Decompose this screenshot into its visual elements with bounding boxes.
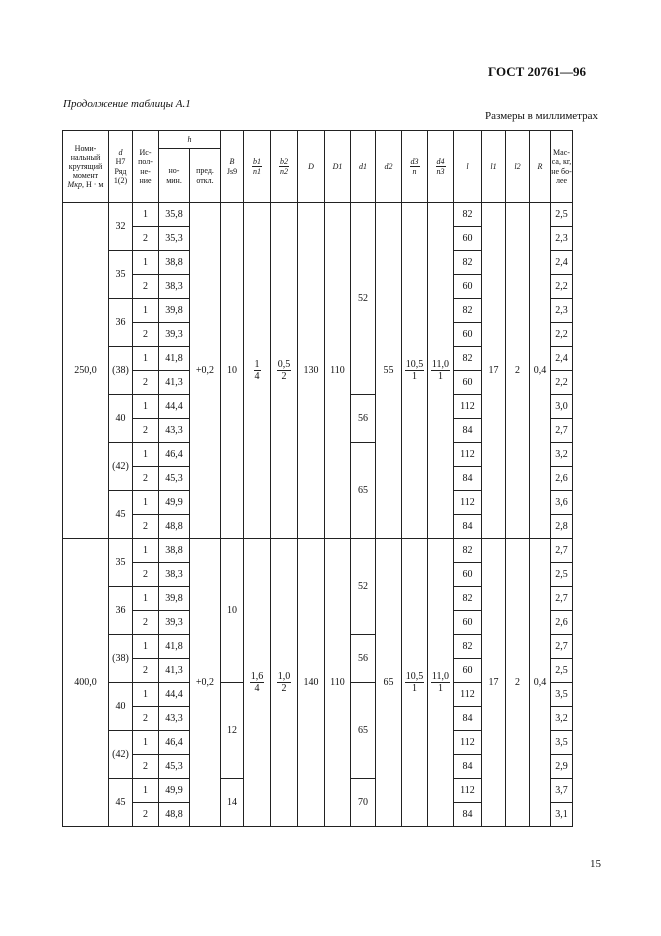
mass-cell: 2,4 (551, 251, 573, 275)
mass-cell: 3,6 (551, 491, 573, 515)
l-cell: 84 (454, 515, 482, 539)
l-cell: 60 (454, 563, 482, 587)
D1-cell: 110 (325, 539, 351, 827)
h-nominal-cell: 43,3 (159, 419, 190, 443)
document-number: ГОСТ 20761—96 (488, 64, 587, 79)
header-D1: D1 (325, 131, 351, 203)
h-nominal-cell: 39,8 (159, 587, 190, 611)
b2-n2-cell: $\frac{0,5}{2}$ (271, 203, 298, 539)
variant-cell: 2 (133, 275, 159, 299)
header-h: h (159, 131, 221, 149)
mass-cell: 2,7 (551, 419, 573, 443)
l-cell: 84 (454, 755, 482, 779)
d2-cell: 65 (376, 539, 402, 827)
mass-cell: 2,7 (551, 635, 573, 659)
d3-n-cell: $\frac{10,5}{1}$ (402, 539, 428, 827)
l-cell: 82 (454, 203, 482, 227)
h-nominal-cell: 38,3 (159, 275, 190, 299)
bore-d-cell: 45 (109, 779, 133, 827)
bore-d-cell: 36 (109, 587, 133, 635)
d1-cell: 65 (351, 443, 376, 539)
l1-cell: 17 (482, 539, 506, 827)
mass-cell: 3,5 (551, 731, 573, 755)
l-cell: 60 (454, 659, 482, 683)
h-nominal-cell: 45,3 (159, 755, 190, 779)
header-b1-n1: $\frac{b1}{n1}$ (244, 131, 271, 203)
l-cell: 112 (454, 491, 482, 515)
h-nominal-cell: 39,8 (159, 299, 190, 323)
h-nominal-cell: 41,3 (159, 659, 190, 683)
variant-cell: 1 (133, 539, 159, 563)
h-tolerance-cell: +0,2 (190, 539, 221, 827)
l-cell: 82 (454, 539, 482, 563)
variant-cell: 1 (133, 203, 159, 227)
d1-cell: 52 (351, 539, 376, 635)
header-d: d Н7 Ряд 1(2) (109, 131, 133, 203)
torque-cell: 400,0 (63, 539, 109, 827)
bore-d-cell: (42) (109, 443, 133, 491)
d1-cell: 70 (351, 779, 376, 827)
l-cell: 60 (454, 371, 482, 395)
variant-cell: 2 (133, 323, 159, 347)
l-cell: 82 (454, 587, 482, 611)
variant-cell: 2 (133, 755, 159, 779)
header-D: D (298, 131, 325, 203)
d3-n-cell: $\frac{10,5}{1}$ (402, 203, 428, 539)
mass-cell: 2,7 (551, 587, 573, 611)
header-mass: Мас- са, кг, не бо- лее (551, 131, 573, 203)
h-nominal-cell: 49,9 (159, 491, 190, 515)
bore-d-cell: 32 (109, 203, 133, 251)
variant-cell: 1 (133, 731, 159, 755)
header-d2: d2 (376, 131, 402, 203)
variant-cell: 2 (133, 227, 159, 251)
variant-cell: 1 (133, 299, 159, 323)
variant-cell: 2 (133, 371, 159, 395)
variant-cell: 2 (133, 515, 159, 539)
header-R: R (530, 131, 551, 203)
h-nominal-cell: 38,8 (159, 251, 190, 275)
l2-cell: 2 (506, 203, 530, 539)
h-nominal-cell: 39,3 (159, 323, 190, 347)
variant-cell: 2 (133, 707, 159, 731)
l-cell: 84 (454, 803, 482, 827)
R-cell: 0,4 (530, 539, 551, 827)
l-cell: 112 (454, 683, 482, 707)
bore-d-cell: 36 (109, 299, 133, 347)
header-d1: d1 (351, 131, 376, 203)
b2-n2-cell: $\frac{1,0}{2}$ (271, 539, 298, 827)
table-caption: Продолжение таблицы А.1 (63, 98, 191, 110)
R-cell: 0,4 (530, 203, 551, 539)
bore-d-cell: (38) (109, 635, 133, 683)
h-nominal-cell: 44,4 (159, 395, 190, 419)
bore-d-cell: (38) (109, 347, 133, 395)
B-cell: 10 (221, 203, 244, 539)
d4-n3-cell: $\frac{11,0}{1}$ (428, 203, 454, 539)
h-nominal-cell: 48,8 (159, 803, 190, 827)
b1-n1-cell: $\frac{1}{4}$ (244, 203, 271, 539)
B-cell: 14 (221, 779, 244, 827)
l-cell: 60 (454, 611, 482, 635)
B-cell: 10 (221, 539, 244, 683)
header-torque: Номи- нальный крутящий момент Мкр, Н · м (63, 131, 109, 203)
header-l: l (454, 131, 482, 203)
h-nominal-cell: 46,4 (159, 443, 190, 467)
l-cell: 82 (454, 635, 482, 659)
units-note: Размеры в миллиметрах (485, 110, 598, 122)
variant-cell: 1 (133, 635, 159, 659)
page-number: 15 (590, 858, 601, 870)
d2-cell: 55 (376, 203, 402, 539)
variant-cell: 2 (133, 467, 159, 491)
D-cell: 130 (298, 203, 325, 539)
mass-cell: 2,9 (551, 755, 573, 779)
dimensions-table (62, 130, 601, 827)
l-cell: 82 (454, 347, 482, 371)
variant-cell: 1 (133, 491, 159, 515)
l-cell: 84 (454, 707, 482, 731)
mass-cell: 2,2 (551, 323, 573, 347)
d4-n3-cell: $\frac{11,0}{1}$ (428, 539, 454, 827)
variant-cell: 2 (133, 419, 159, 443)
variant-cell: 1 (133, 587, 159, 611)
mass-cell: 3,1 (551, 803, 573, 827)
d1-cell: 56 (351, 395, 376, 443)
header-d4-n3: $\frac{d4}{n3}$ (428, 131, 454, 203)
h-nominal-cell: 35,8 (159, 203, 190, 227)
mass-cell: 2,2 (551, 275, 573, 299)
mass-cell: 3,2 (551, 707, 573, 731)
l-cell: 112 (454, 779, 482, 803)
bore-d-cell: (42) (109, 731, 133, 779)
mass-cell: 2,3 (551, 227, 573, 251)
l-cell: 82 (454, 251, 482, 275)
l-cell: 112 (454, 731, 482, 755)
b1-n1-cell: $\frac{1,6}{4}$ (244, 539, 271, 827)
header-h-nominal: но- мин. (159, 149, 190, 203)
l-cell: 112 (454, 443, 482, 467)
h-nominal-cell: 41,8 (159, 635, 190, 659)
mass-cell: 2,5 (551, 659, 573, 683)
mass-cell: 2,7 (551, 539, 573, 563)
header-d3-n: $\frac{d3}{n}$ (402, 131, 428, 203)
mass-cell: 2,3 (551, 299, 573, 323)
l-cell: 82 (454, 299, 482, 323)
table-row (63, 539, 601, 563)
h-nominal-cell: 45,3 (159, 467, 190, 491)
bore-d-cell: 45 (109, 491, 133, 539)
d1-cell: 56 (351, 635, 376, 683)
l-cell: 84 (454, 419, 482, 443)
variant-cell: 1 (133, 395, 159, 419)
h-nominal-cell: 38,8 (159, 539, 190, 563)
h-nominal-cell: 41,8 (159, 347, 190, 371)
header-variant: Ис- пол- не- ние (133, 131, 159, 203)
h-nominal-cell: 46,4 (159, 731, 190, 755)
variant-cell: 1 (133, 779, 159, 803)
bore-d-cell: 35 (109, 539, 133, 587)
h-nominal-cell: 43,3 (159, 707, 190, 731)
h-nominal-cell: 49,9 (159, 779, 190, 803)
bore-d-cell: 40 (109, 683, 133, 731)
variant-cell: 2 (133, 659, 159, 683)
variant-cell: 2 (133, 803, 159, 827)
variant-cell: 1 (133, 251, 159, 275)
l1-cell: 17 (482, 203, 506, 539)
variant-cell: 1 (133, 443, 159, 467)
mass-cell: 3,5 (551, 683, 573, 707)
mass-cell: 2,4 (551, 347, 573, 371)
header-B: B Js9 (221, 131, 244, 203)
mass-cell: 3,2 (551, 443, 573, 467)
mass-cell: 2,5 (551, 203, 573, 227)
h-nominal-cell: 48,8 (159, 515, 190, 539)
h-tolerance-cell: +0,2 (190, 203, 221, 539)
h-nominal-cell: 44,4 (159, 683, 190, 707)
header-l2: l2 (506, 131, 530, 203)
variant-cell: 1 (133, 683, 159, 707)
mass-cell: 3,0 (551, 395, 573, 419)
header-h-tolerance: пред. откл. (190, 149, 221, 203)
d1-cell: 65 (351, 683, 376, 779)
variant-cell: 2 (133, 611, 159, 635)
l-cell: 112 (454, 395, 482, 419)
mass-cell: 2,2 (551, 371, 573, 395)
header-b2-n2: $\frac{b2}{n2}$ (271, 131, 298, 203)
D-cell: 140 (298, 539, 325, 827)
mass-cell: 2,6 (551, 611, 573, 635)
h-nominal-cell: 35,3 (159, 227, 190, 251)
bore-d-cell: 35 (109, 251, 133, 299)
D1-cell: 110 (325, 203, 351, 539)
h-nominal-cell: 38,3 (159, 563, 190, 587)
l-cell: 84 (454, 467, 482, 491)
h-nominal-cell: 39,3 (159, 611, 190, 635)
header-l1: l1 (482, 131, 506, 203)
mass-cell: 3,7 (551, 779, 573, 803)
l2-cell: 2 (506, 539, 530, 827)
B-cell: 12 (221, 683, 244, 779)
l-cell: 60 (454, 275, 482, 299)
mass-cell: 2,5 (551, 563, 573, 587)
torque-cell: 250,0 (63, 203, 109, 539)
mass-cell: 2,8 (551, 515, 573, 539)
h-nominal-cell: 41,3 (159, 371, 190, 395)
bore-d-cell: 40 (109, 395, 133, 443)
d1-cell: 52 (351, 203, 376, 395)
table-row (63, 203, 601, 227)
variant-cell: 1 (133, 347, 159, 371)
variant-cell: 2 (133, 563, 159, 587)
l-cell: 60 (454, 227, 482, 251)
mass-cell: 2,6 (551, 467, 573, 491)
l-cell: 60 (454, 323, 482, 347)
